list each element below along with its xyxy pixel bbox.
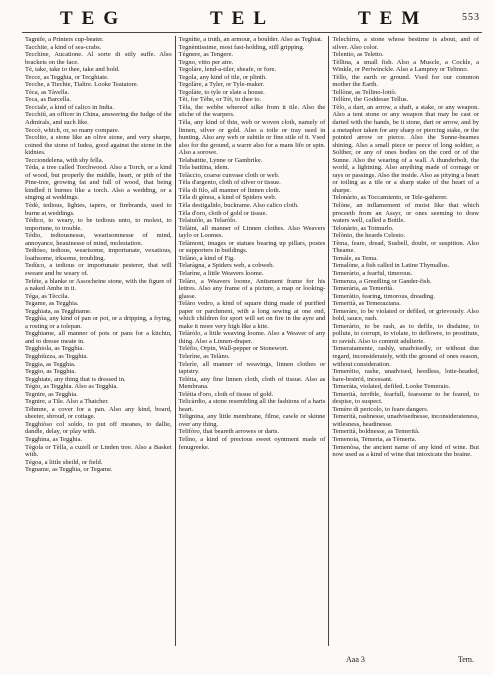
- running-head: [24, 8, 480, 30]
- dictionary-entry: Teca, as Barcella.: [25, 96, 72, 104]
- head-middle-guideword: TEL: [210, 8, 276, 29]
- dictionary-entry: Telèfio, Orpin, Wall-pepper or Stonewort.: [178, 345, 289, 353]
- dictionary-entry: Tegolàre, lend-a-tiler, sheafe, or fore.: [178, 66, 277, 74]
- dictionary-entry: Tellòne, as Tellino-lottò.: [332, 88, 397, 96]
- dictionary-entry: Tégoa, a little sheild, or field.: [25, 458, 103, 466]
- dictionary-entry: Teggia, as Tegghia.: [25, 360, 76, 368]
- dictionary-entry: Tegno, vitto per atre.: [178, 58, 234, 66]
- dictionary-entry: Tecche, a Tiechte, Tialtre. Looke Teatatore.: [25, 81, 139, 89]
- dictionary-entry: Telarìne, a little Weavers loome.: [178, 269, 264, 277]
- dictionary-entry: Tèla destigalido, buckrame. Also calico cloth.: [178, 202, 299, 210]
- dictionary-entry: Tédico, to weary, to be tedious unto, to molest, to importune, to trouble.: [25, 217, 172, 232]
- dictionary-entry: Tédio, tediousnesse, wearisomnesse of mind, annoyance, heauinesse of mind, molestation.: [25, 232, 172, 247]
- dictionary-entry: Tellùre, the Goddesse Tellus.: [332, 96, 409, 104]
- dictionary-entry: Tegghiòso col soldo, to put off meanes, to dallie, dandle, delay, or play with.: [25, 420, 172, 436]
- dictionary-entry: Tedùco, a tedious or importunate pesterer, that will sweare and be weary of.: [25, 262, 172, 277]
- dictionary-entry: Téhmne, a cover for a pan. Also any kind, board, sheeter, shroud, or cottage.: [25, 405, 172, 421]
- dictionary-entry: Temerità, as Temeraziana.: [332, 300, 401, 308]
- dictionary-entry: Temerèito, rashe, unadvised, heedless, lotte-headed, bare-brain'd, incessant.: [332, 368, 480, 383]
- dictionary-entry: Tegnèntissime, most fast-holding, still gripping.: [178, 43, 305, 51]
- head-left-guideword: TEG: [60, 8, 128, 29]
- dictionary-entry: Temeràta, violated, defiled. Looke Temeraio.: [332, 383, 451, 391]
- dictionary-entry: Temeratamente, rashly, unadvisedly, or without due regard, inconsiderately, with the ground of ones reason, without consideration.: [332, 345, 480, 368]
- signature-mark: Aaa 3: [346, 655, 365, 664]
- dictionary-entry: Tecchine, Aucatione. Al sorte di stily suffe. Also brackets on the face.: [25, 51, 172, 66]
- page-number: 553: [462, 12, 480, 23]
- dictionary-entry: Telifòro, that beareth arrowes or darts.: [178, 428, 280, 436]
- dictionary-entry: Telìno, a kind of precious sweet oyntment made of fenugreeke.: [178, 435, 326, 451]
- dictionary-entry: Tèla di gènoa, a kind of Spiders web.: [178, 194, 277, 202]
- dictionary-entry: Telàro, a Weavers loome, Antisment frame for his lettres. Also any frame of a picture, a map or looking-glasse.: [178, 277, 326, 300]
- dictionary-entry: Tecciale, a kind of calico in India.: [25, 103, 114, 111]
- column-middle: [176, 36, 330, 646]
- dictionary-entry: Telaiuòlo, as Telaròlo.: [178, 217, 237, 225]
- dictionary-entry: Tegolàte, to tyle or slate a house.: [178, 88, 265, 96]
- header-rule: [22, 32, 482, 33]
- dictionary-entry: Tecciondelena, with shy fella.: [25, 156, 104, 164]
- dictionary-entry: Tegame, as Tegghia.: [25, 300, 79, 308]
- dictionary-entry: Tegname, as Tegghia, or Tegame.: [25, 466, 113, 474]
- dictionary-entry: Telerìne, as Telàno.: [178, 352, 230, 360]
- dictionary-entry: Tégnere, as Tengere.: [178, 51, 233, 59]
- dictionary-entry: Téga, as Tèccila.: [25, 292, 70, 300]
- dictionary-entry: Temeràtio, fearing, timorous, dreading.: [332, 292, 435, 300]
- dictionary-entry: Tegghìa, any kind of pan or pot, or a dripping, a frying, a rosting or a tolepan.: [25, 315, 172, 330]
- dictionary-entry: Temerità, terrible, fearfull, fearsome to be feared, to despise, to suspect.: [332, 390, 480, 406]
- dictionary-entry: Tèla, any kind of thin, web or woven cloth, namely of linnen, silver or gold. Also a toile or tray used in hunting. Also any web or subtile or fine stile of it. Vsed also for the ground, a warre also for a mans life or spin. Also a sorowe.: [178, 119, 326, 157]
- dictionary-entry: Tè, take, take to thee, take and hold.: [25, 66, 120, 74]
- dictionary-entry: Temàle, as Tema.: [332, 254, 378, 262]
- dictionary-entry: Telàro vedro, a kind of square thing made of purified paper or parchment, with a long sewing at one end, which children for sport will set on fire in the ayre and make it more very high like a kite.: [178, 300, 326, 330]
- dictionary-entry: Temerità, boldnesse, as Temerità.: [332, 428, 420, 436]
- dictionary-entry: Temerària, as Temerità.: [332, 285, 394, 293]
- dictionary-entry: Temeràrio, to be rash, as to defile, to disdaine, to pollute, to corrupt, to violate, to deflowre, to prostitute, to ravish. Also to commit adulterie.: [332, 322, 480, 345]
- dictionary-entry: Temenza, a Greedling or Gander-fish.: [332, 277, 432, 285]
- dictionary-entry: Tégio, as Tegghia. Also as Tegghia.: [25, 383, 119, 391]
- dictionary-entry: Telètta, any fine linnen cloth, cloth of tissue. Also as Membrana.: [178, 375, 326, 391]
- dictionary-entry: Tèla, the webbe whereof silke from it tile. Also the stiche of the warpers.: [178, 103, 326, 119]
- dictionary-entry: Tegghiame, all manner of pots or pans for a kitchin, and to dresse meate in.: [25, 330, 172, 345]
- dictionary-entry: Temalòne, a fish called in Latine Thymallus.: [332, 262, 450, 270]
- dictionary-entry: Tèca, as Tàvella.: [25, 88, 70, 96]
- dictionary-entry: Temenoia, Temeria, as Tèmeria.: [332, 435, 417, 443]
- dictionary-entry: Telaràgna, a Spiders web, a cobweb.: [178, 262, 275, 270]
- column-right: [329, 36, 482, 646]
- dictionary-entry: Tèllina, a small fish. Also a Muscle, a Cockle, a Winkle, or Periwinckle. Also a Lamprey or Telinno.: [332, 58, 480, 74]
- dictionary-entry: Tegnire, a Tile. Also a Thatcher.: [25, 398, 109, 406]
- dictionary-entry: Tèda, a tree called Torchwood. Also a Torch, or a kind of wood, but properly the middle, heart, or pith of the Pine-tree, growing fat and full of wood, that being kindled it burnes like a torch. Also a wedding, or a singing at weddings.: [25, 164, 172, 202]
- dictionary-entry: Tegola, any kind of tile, or plinth.: [178, 73, 267, 81]
- dictionary-entry: Tèdè, tedious, lightes, tapers, or firebrands, used to burne at weddings.: [25, 202, 172, 217]
- page-footer: [22, 655, 482, 667]
- column-left: [22, 36, 176, 646]
- dictionary-entry: Temenòsa, the ancient name of any kind of wine. But now used as a kind of wine that intoxicate the braine.: [332, 443, 480, 459]
- dictionary-entry: Telicàrdio, a stone resembling all the fashions of a harts heart.: [178, 398, 326, 413]
- dictionary-entry: Telonàrio, as Toccamiento, or Tele-gatherer.: [332, 194, 448, 202]
- dictionary-entry: Tegghiùzza, as Tegghia.: [25, 352, 88, 360]
- dictionary-entry: Tegghiate, any thing that is dressed in.: [25, 375, 126, 383]
- dictionary-entry: Tègola or Tèlla, a cuzell or Linden tree. Also a Basket with.: [25, 443, 172, 459]
- dictionary-entry: Temeràrio, a fearful, timerous.: [332, 269, 413, 277]
- dictionary-entry: Telerìe, all manner of weavings, linnen clothes or tapistry.: [178, 360, 326, 376]
- dictionary-entry: Tegghiata, as Tegghiame.: [25, 307, 92, 315]
- dictionary-entry: Tèllo, the earth or ground. Vsed for our common mother the Earth.: [332, 73, 480, 89]
- dictionary-entry: Tegghiola, as Tegghia.: [25, 345, 84, 353]
- dictionary-entry: Tela batitina, idem.: [178, 164, 230, 172]
- dictionary-entry: Tecchitì, an officer in China, answering the Iudge of the Admirals, and such like.: [25, 111, 172, 127]
- dictionary-entry: Temeràre, to be violated or defiled, or grievously. Also bold, sauce, rash.: [332, 307, 480, 323]
- dictionary-entry: Telechìrra, a stone whose bestirne is about, and of silver. Also color.: [332, 36, 480, 51]
- dictionary-entry: Teféte, a blanke or Assocheine stone, with the figure of a naked Ambe in it.: [25, 277, 172, 293]
- dictionary-entry: Telètta d'oro, cloth of tissue of gold.: [178, 390, 274, 398]
- dictionary-entry: Tegghina, as Tegghia.: [25, 435, 83, 443]
- dictionary-entry: Telentio, as Teletto.: [332, 51, 384, 59]
- dictionary-entry: Teccò, which, or, so many compare.: [25, 126, 120, 134]
- dictionary-entry: Tedióso, tedious, wearisome, importunate, vexatious, loathsome, irksome, troubling.: [25, 247, 172, 262]
- dictionary-entry: Tecce, as Tegghia, or Tecghiate.: [25, 73, 109, 81]
- dictionary-entry: Telàmoni, images or statues bearing up pillars, postes or supporters in buildings.: [178, 239, 326, 255]
- dictionary-entry: Tecolito, a stone like an olive stone, and very sharpe, coined the stone of Iudea, good against the stone in the kidnies.: [25, 134, 172, 157]
- dictionary-entry: Telòne, an inflamement of moist like that which proceeth from an Assyr, or ones seeming to draw waters well, called a Bottle.: [332, 202, 480, 225]
- dictionary-entry: Telignina, any little membrane, filme, cawle or skinne over any thing.: [178, 413, 326, 428]
- dictionary-entry: Telàròlo, a little weaving loome. Also a Weaver of any thing. Also a Linnen-draper.: [178, 330, 326, 345]
- dictionary-entry: Tèi, for Tèbe, or Tèi, to thee to.: [178, 96, 262, 104]
- dictionary-entry: Tèla d'argento, cloth of silver or tissue.: [178, 179, 281, 187]
- dictionary-entry: Tacchite, a kind of sea-crabs.: [25, 43, 102, 51]
- entry-columns: [22, 36, 482, 646]
- dictionary-entry: Tèma, feare, dread, Susbell, doubt, or suspition. Also Theame.: [332, 239, 480, 255]
- dictionary-entry: Tegnire, as Tegghia.: [25, 390, 78, 398]
- head-right-guideword: TEM: [358, 8, 429, 29]
- dictionary-entry: Tèla d'oro, cloth of gold or tissue.: [178, 209, 268, 217]
- dictionary-entry: Telàini, all manner of Linnen clothes. Also Weavers taylo or Loomes.: [178, 224, 326, 240]
- dictionary-entry: Telabatitte, Lynne or Gambrike.: [178, 156, 263, 164]
- dictionary-entry: Telonàrio, as Totmurlo.: [332, 224, 394, 232]
- dictionary-entry: Tagnife, a Printers cup-beater.: [25, 36, 104, 43]
- dictionary-entry: Telònio, the heards Celesto.: [332, 232, 406, 240]
- dictionary-entry: Telàccio, coarse cunvase cloth or web.: [178, 171, 280, 179]
- dictionary-entry: Temerità, rashnesse, unadvisednesse, inconsiderateness, witlesness, headinesse.: [332, 413, 480, 428]
- catchword: Tem.: [457, 655, 474, 664]
- dictionary-entry: Temère di pericolo, to feare dangers.: [332, 405, 429, 413]
- dictionary-entry: Telàno, a kind of Fig.: [178, 254, 235, 262]
- dictionary-entry: Tegnìtte, a truth, an armour, a boulder. Also as Teghiat.: [178, 36, 323, 43]
- dictionary-entry: Tèla di filo, all manner of linnen cloth.: [178, 186, 281, 194]
- dictionary-entry: Teggio, as Tegghia.: [25, 368, 76, 376]
- dictionary-entry: Tegolàre, a Tyler, or Tyle-maker.: [178, 81, 265, 89]
- dictionary-entry: Tèlo, a dart, an arrow, a shaft, a stake, or any weapon. Also a tent stone or any weapon that may be cast or darted with the hands, be it stone, dart or arrow, and by a metaphor taken for any sharp or piercing stake, or the pointed arrow or pierce. Also the Sunne-beames shining. Also a small piece or peece of long soldier, a Soliber, or any of ones bodies on the cord or of the Sunne. Also the wearing of a wall. A thunderbolt, the world, a lightning. Also anything made of cornage or rays or passings. Also the inside. Also as pitying a heart or toiling as a tile or a sharp stake of the heart of a sharpe.: [332, 103, 480, 194]
